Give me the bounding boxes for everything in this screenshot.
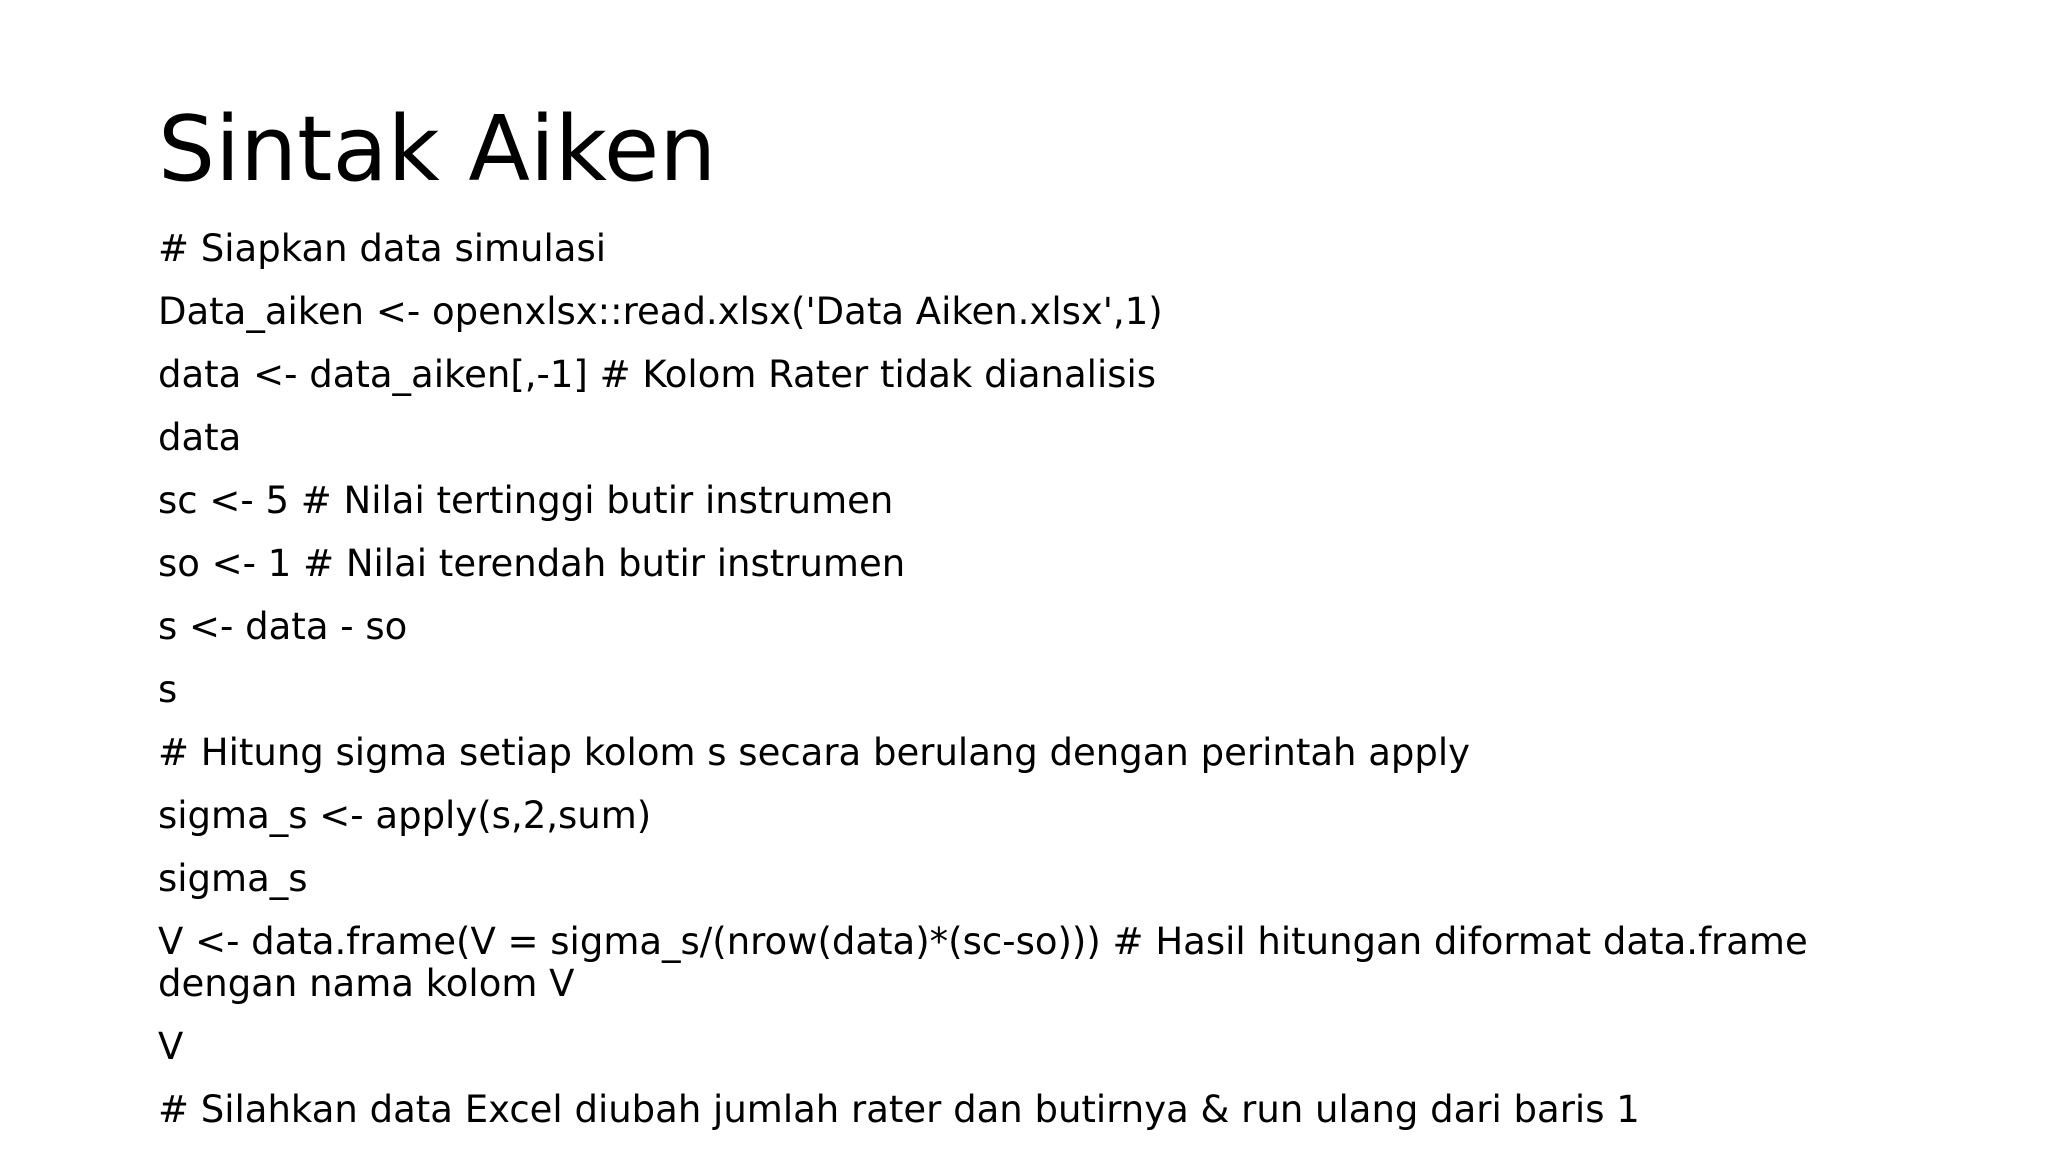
code-line-13: V — [158, 1025, 184, 1068]
code-line-1: # Siapkan data simulasi — [158, 227, 607, 270]
code-line-8: s — [158, 668, 178, 711]
code-line-10: sigma_s <- apply(s,2,sum) — [158, 794, 652, 837]
code-line-7: s <- data - so — [158, 605, 408, 648]
slide-title: Sintak Aiken — [158, 97, 717, 202]
code-line-6: so <- 1 # Nilai terendah butir instrumen — [158, 542, 906, 585]
code-line-3: data <- data_aiken[,-1] # Kolom Rater tidak dianalisis — [158, 353, 1157, 396]
code-line-2: Data_aiken <- openxlsx::read.xlsx('Data Aiken.xlsx',1) — [158, 290, 1163, 333]
code-line-5: sc <- 5 # Nilai tertinggi butir instrumen — [158, 479, 894, 522]
code-line-11: sigma_s — [158, 857, 308, 900]
code-line-12: V <- data.frame(V = sigma_s/(nrow(data)*(sc-so))) # Hasil hitungan diformat data.frame dengan nama kolom V — [158, 920, 1820, 1005]
code-line-4: data — [158, 416, 242, 459]
code-line-9: # Hitung sigma setiap kolom s secara berulang dengan perintah apply — [158, 731, 1471, 774]
slide-body — [158, 228, 1898, 1152]
code-line-14: # Silahkan data Excel diubah jumlah rater dan butirnya & run ulang dari baris 1 — [158, 1088, 1640, 1131]
